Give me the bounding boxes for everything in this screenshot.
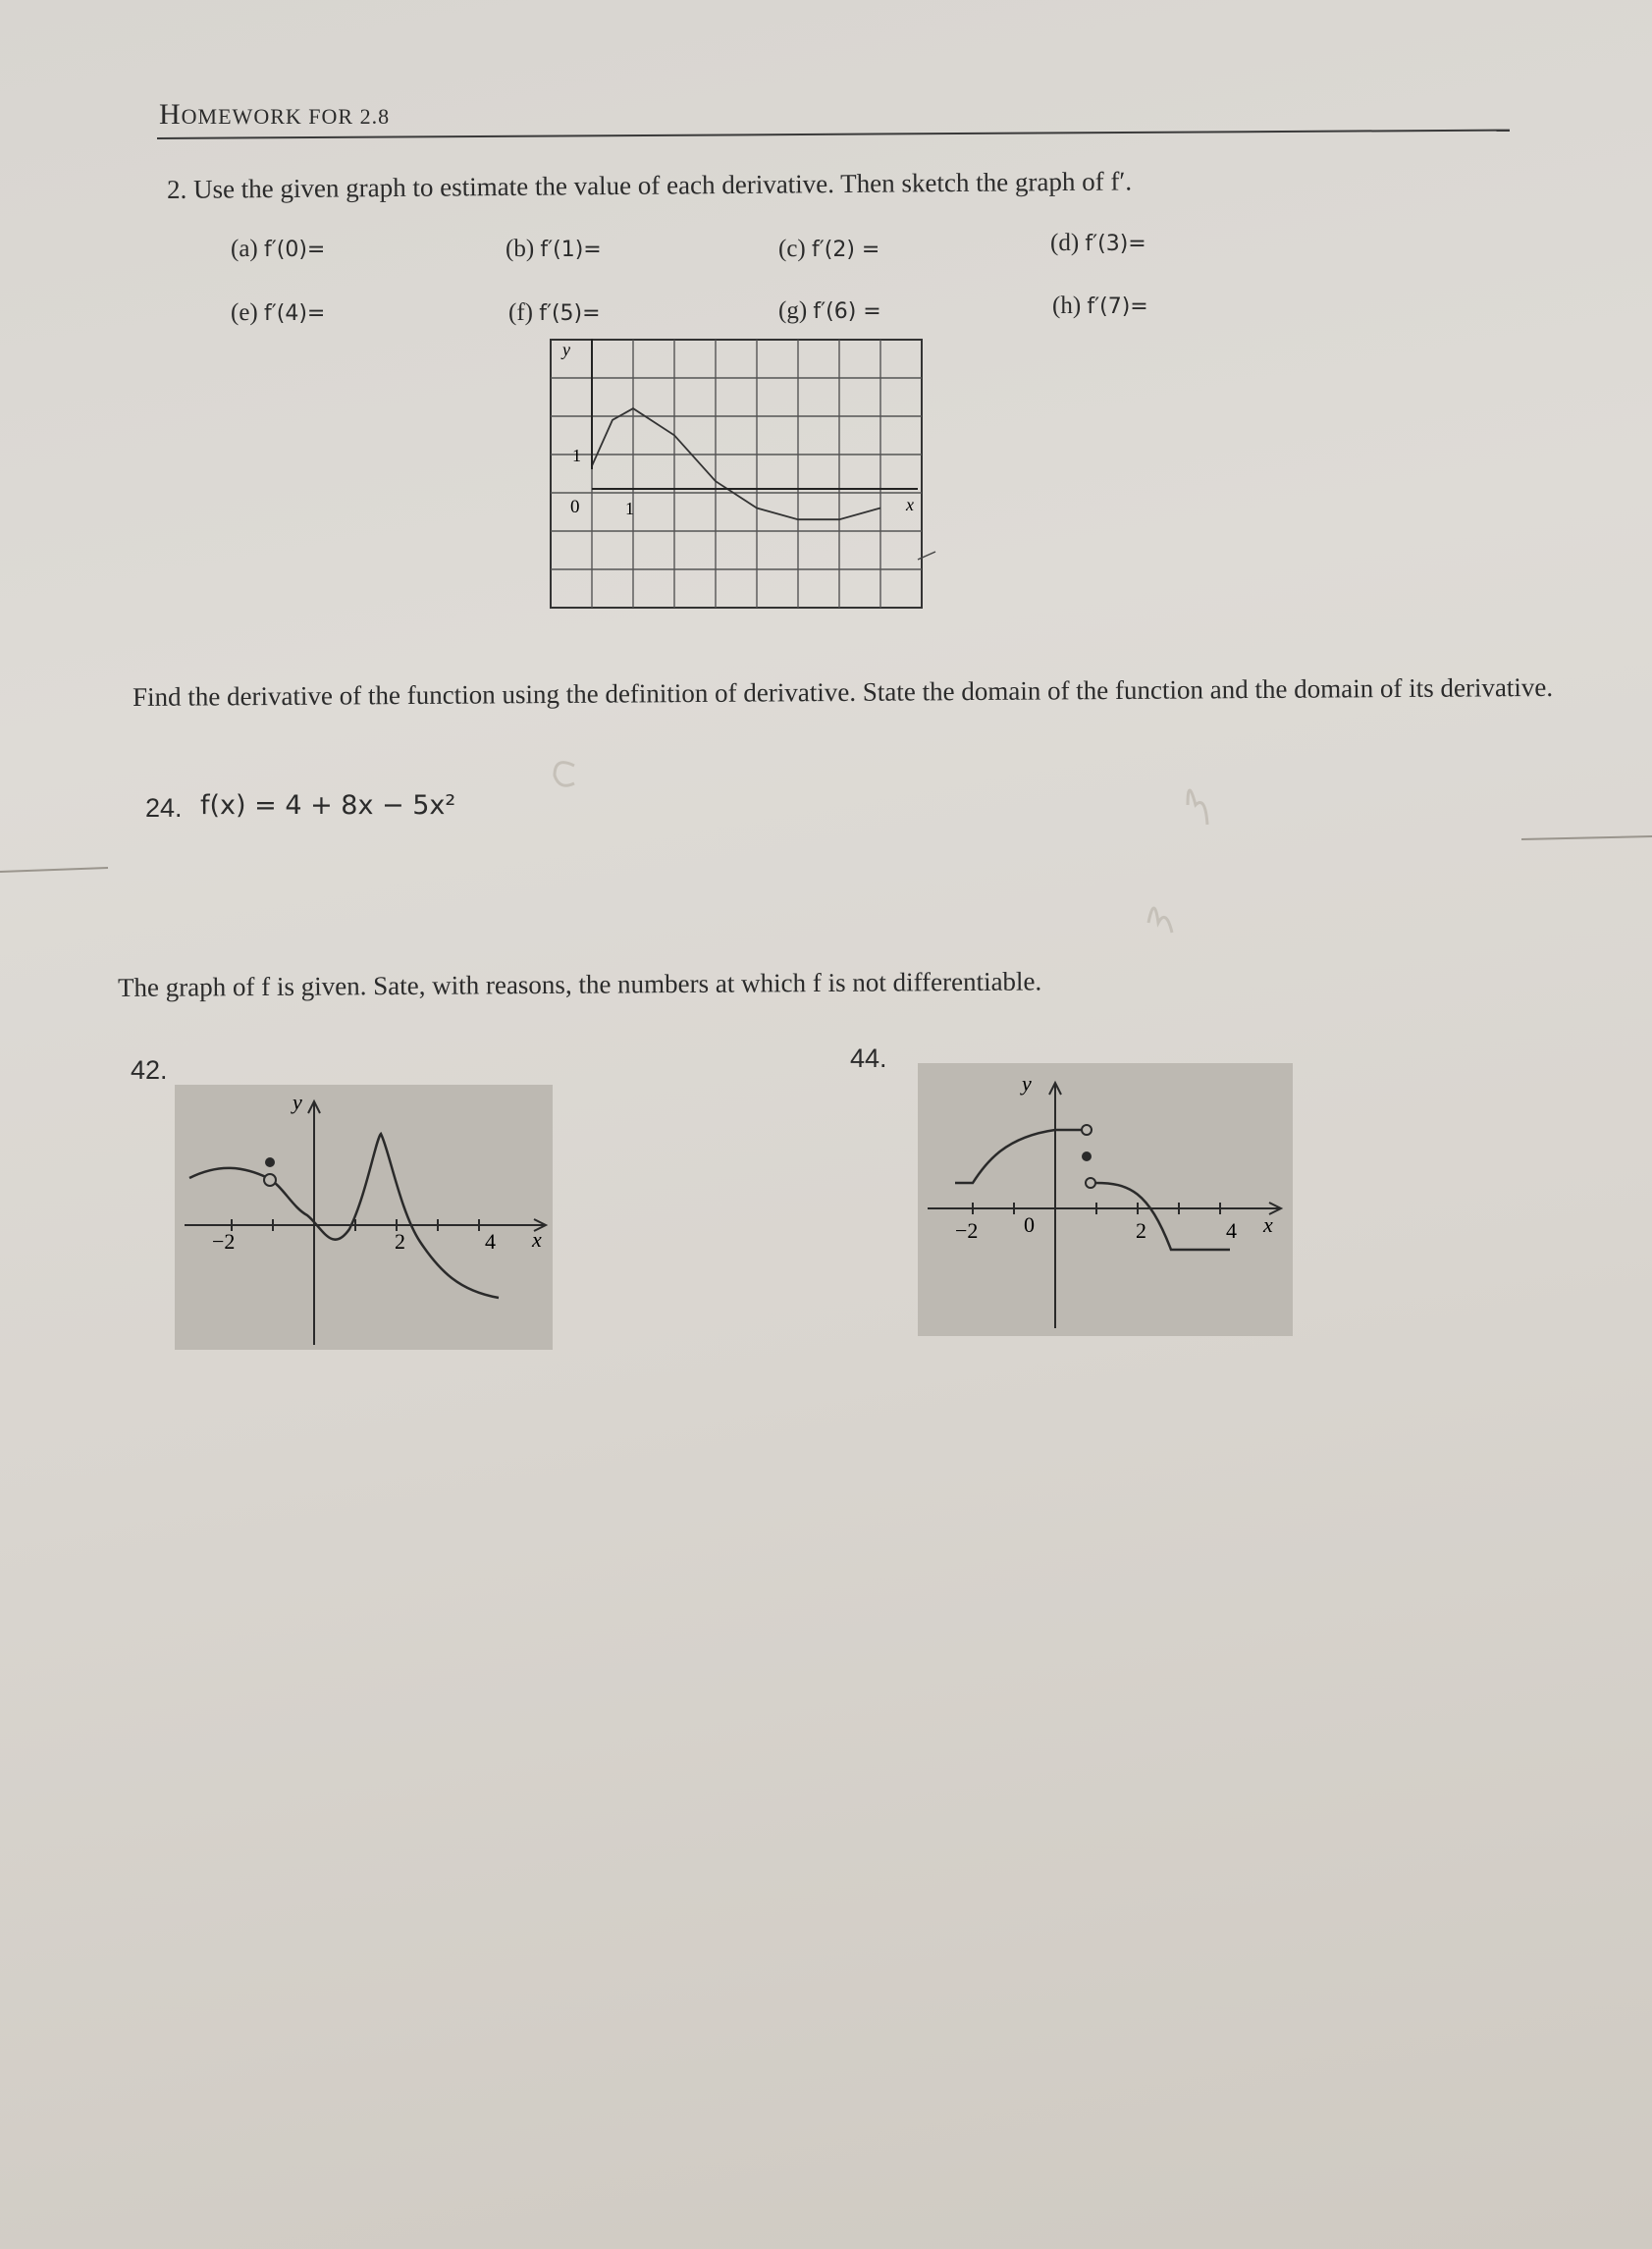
x-tick-label: 1 — [625, 499, 634, 518]
problem-24-instructions: Find the derivative of the function using the definition of derivative. State the domain of the function and the domain of its derivative. — [132, 671, 1554, 712]
y-axis-label: y — [562, 340, 570, 359]
pen-mark — [918, 552, 935, 560]
tick-label: 0 — [1024, 1212, 1035, 1237]
origin-label: 0 — [570, 497, 580, 517]
problem-44-graph — [918, 1063, 1296, 1338]
open-point — [264, 1174, 276, 1186]
x-axis-label: x — [532, 1227, 542, 1252]
page-header — [159, 98, 390, 132]
y-tick-label: 1 — [572, 446, 581, 465]
part-label: (e) — [231, 299, 258, 326]
tick-label: 2 — [395, 1229, 405, 1254]
tick-label: 4 — [485, 1229, 496, 1254]
tick-label: 4 — [1226, 1218, 1237, 1243]
tick-label: 2 — [1136, 1218, 1146, 1243]
problem-44-number: 44. — [850, 1044, 887, 1073]
problem-2-text: 2. Use the given graph to estimate the value of each derivative. Then sketch the graph of f′. — [166, 166, 1133, 204]
open-point — [1082, 1125, 1092, 1135]
x-axis-label: x — [906, 495, 914, 514]
part-expr: f′(3)= — [1085, 232, 1146, 256]
problem-42-graph — [175, 1080, 558, 1350]
y-axis-label: y — [293, 1090, 302, 1114]
part-label: (g) — [778, 297, 808, 324]
part-label: (a) — [231, 236, 258, 262]
tick-label: −2 — [955, 1218, 979, 1243]
bleed-through-marks — [0, 746, 1652, 962]
part-expr: f′(7)= — [1087, 295, 1148, 319]
part-c — [778, 236, 879, 263]
x-axis-label: x — [1263, 1212, 1273, 1237]
part-f — [508, 299, 601, 327]
closed-point — [1082, 1151, 1092, 1161]
graph-curve — [592, 408, 880, 519]
y-axis-label: y — [1022, 1071, 1032, 1096]
part-e — [231, 299, 325, 327]
part-a — [231, 236, 325, 263]
problem-42-number: 42. — [131, 1055, 168, 1085]
graph-grid — [551, 340, 922, 608]
part-b — [506, 236, 602, 263]
graph-background — [175, 1085, 553, 1350]
problem-2-graph — [545, 334, 957, 618]
nondiff-instructions: The graph of f is given. Sate, with reasons, the numbers at which f is not differentiable. — [117, 966, 1042, 1002]
part-expr: f′(1)= — [540, 238, 602, 262]
header-title: OMEWORK FOR 2.8 — [181, 104, 391, 129]
problem-24-number: 24. — [145, 793, 183, 823]
part-d — [1050, 230, 1146, 257]
part-label: (b) — [506, 236, 535, 262]
part-expr: f′(5)= — [539, 301, 601, 326]
part-expr: f′(0)= — [264, 238, 326, 262]
part-label: (f) — [508, 299, 533, 326]
header-initial: H — [159, 98, 182, 131]
part-label: (c) — [778, 236, 806, 262]
closed-point — [265, 1157, 275, 1167]
part-h — [1052, 293, 1148, 320]
part-label: (d) — [1050, 230, 1080, 256]
part-g — [778, 297, 881, 325]
part-expr: f′(4)= — [264, 301, 326, 326]
part-label: (h) — [1052, 293, 1082, 319]
open-point — [1086, 1178, 1095, 1188]
graph-frame — [551, 340, 922, 608]
part-expr: f′(2) = — [812, 238, 880, 262]
graph-background — [918, 1063, 1293, 1336]
tick-label: −2 — [212, 1229, 236, 1254]
part-expr: f′(6) = — [813, 299, 881, 324]
problem-24-function: f(x) = 4 + 8x − 5x² — [200, 790, 456, 821]
